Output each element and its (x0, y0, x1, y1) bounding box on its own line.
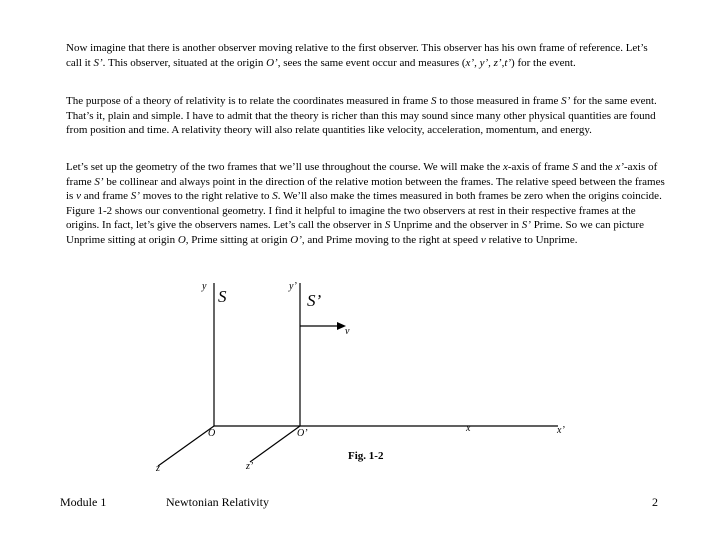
page-number: 2 (652, 495, 658, 509)
text-run: moves to the right relative to (139, 190, 273, 202)
italic-run: v (76, 190, 81, 202)
italic-run: S’ (94, 175, 104, 188)
label-z: z (156, 463, 160, 474)
label-y: y (202, 281, 207, 292)
italic-run: O’ (266, 56, 278, 69)
text-run: Unprime and the observer in (390, 219, 522, 231)
text-run: to those measured in frame (436, 95, 562, 107)
italic-run: S (384, 219, 391, 231)
label-origin-o-prime: O’ (297, 428, 308, 439)
label-x: x (466, 423, 471, 434)
text-run: for the same event. That’s it, plain and simple. I have to admit that the theory is richer than this may sound since many other physical quantities are found from position and time. A relativity theory will also relate quantities like velocity, acceleration, momentum, and energy. (66, 95, 657, 136)
text-run: . This observer, situated at the origin (102, 56, 267, 69)
text-run: , Prime sitting at origin (185, 233, 291, 246)
text-run: be collinear and always point in the direction of the relative motion between the frames. The relative speed between the frames is (66, 175, 665, 202)
label-x-prime: x’ (557, 425, 565, 436)
s-z-axis (158, 426, 214, 466)
italic-run: x’ (615, 161, 624, 173)
text-run: and frame (80, 190, 131, 202)
label-y-prime: y’ (289, 281, 297, 292)
italic-run: x (502, 161, 508, 173)
text-run: Now imagine that there is another observer moving relative to the first observer. This observer has his own frame of reference. Let’s call it (66, 42, 648, 69)
footer-module: Module 1 (60, 495, 107, 509)
text-run: ) for the event. (511, 56, 576, 69)
label-frame-s: S (218, 287, 227, 306)
italic-run: S (272, 190, 278, 202)
figure-caption: Fig. 1-2 (348, 450, 384, 462)
footer-title: Newtonian Relativity (166, 495, 269, 509)
label-z-prime: z’ (246, 461, 254, 472)
italic-run: S’ (521, 219, 531, 231)
text-run: and the (577, 161, 616, 173)
text-run: . We’ll also make the times measured in both frames be zero when the origins coincide. Figure 1-2 shows our conventional geometry. I find it helpful to imagine the two observers at rest in their respective frames at the origins. In fact, let’s give the observers names. Let’s call the observer in (66, 190, 662, 231)
italic-run: S’ (561, 95, 571, 107)
italic-run: v (480, 233, 486, 246)
text-run: Let’s set up the geometry of the two frames that we’ll use throughout the course. We will make the (66, 161, 503, 173)
italic-run: S’ (93, 56, 103, 69)
label-frame-s-prime: S’ (307, 291, 322, 310)
italic-run: x’, y’, z’,t’ (465, 56, 512, 69)
italic-run: S’ (130, 190, 140, 202)
text-run: -axis of frame (507, 161, 573, 173)
label-origin-o: O (208, 428, 216, 439)
text-run: , sees the same event occur and measures ( (277, 56, 466, 69)
text-run: The purpose of a theory of relativity is to relate the coordinates measured in frame (66, 95, 432, 107)
italic-run: O (177, 233, 186, 246)
italic-run: O’ (290, 233, 302, 246)
italic-run: S (431, 95, 437, 107)
label-velocity: v (345, 326, 350, 337)
text-run: , and Prime moving to the right at speed (301, 233, 481, 246)
text-run: relative to Unprime. (485, 233, 578, 246)
italic-run: S (572, 161, 578, 173)
text-run: -axis of frame (66, 161, 658, 188)
s-prime-z-axis (250, 426, 300, 462)
text-run: Prime. So we can picture Unprime sitting at origin (66, 219, 644, 246)
